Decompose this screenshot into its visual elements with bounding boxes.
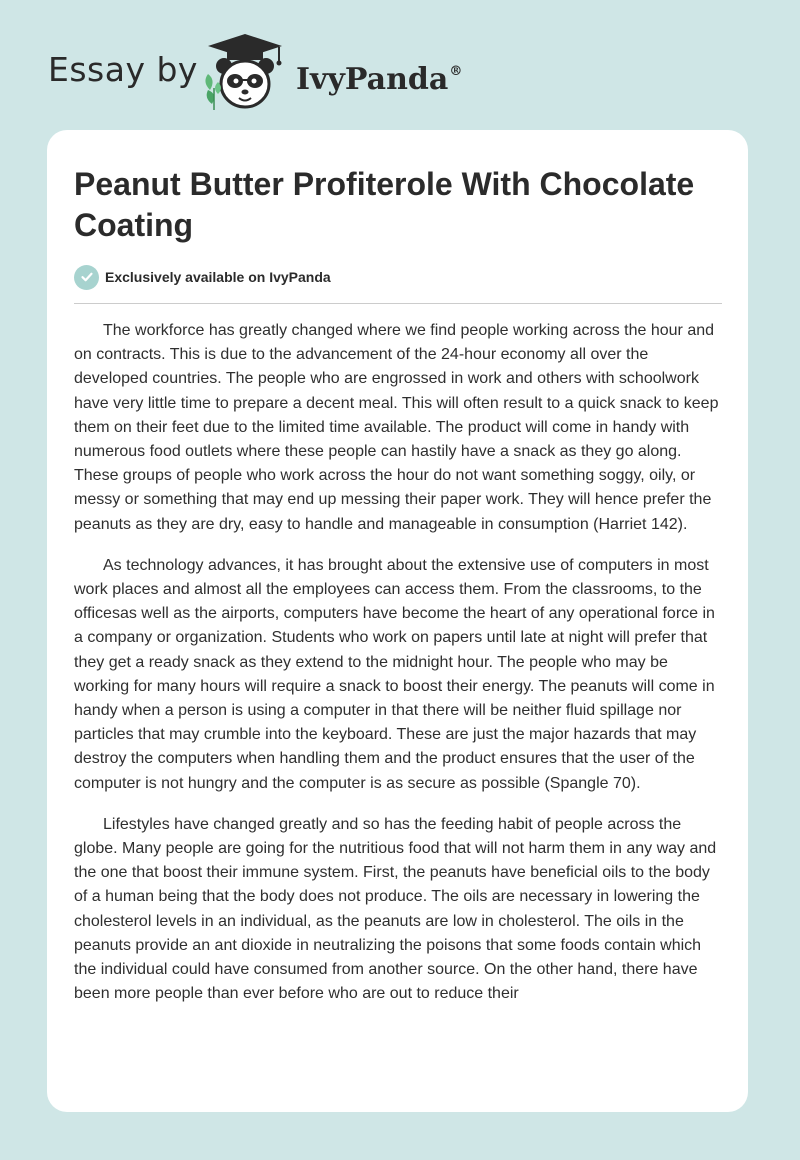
essay-body (74, 319, 726, 1023)
trademark-symbol: ® (449, 64, 463, 79)
exclusive-badge-text: Exclusively available on IvyPanda (105, 269, 331, 285)
paragraph: The workforce has greatly changed where we find people working across the hour and on contracts. This is due to the advancement of the 24-hour economy all over the developed countries. The people who are engrossed in work and others with schoolwork have very little time to prepare a decent meal. This will often result to a quick snack to keep them on their feet due to the limited time available. The product will come in handy with numerous food outlets where these people can hastily have a snack as they go along. These groups of people who work across the hour do not want something soggy, oily, or messy or something that may end up messing their paper work. They will hence prefer the peanuts as they are dry, easy to handle and manageable in consumption (Harriet 142). (74, 322, 719, 533)
exclusive-badge (74, 264, 331, 290)
brand-name[interactable] (296, 52, 462, 100)
paragraph: Lifestyles have changed greatly and so has the feeding habit of people across the globe. Many people are going for the nutritious food that will not harm them in any way and the one that boost their immune system. First, the peanuts have beneficial oils to the body of a human being that the body does not produce. The oils are necessary in lowering the cholesterol levels in an individual, as the peanuts are low in cholesterol. The oils in the peanuts provide an ant dioxide in neutralizing the poisons that some foods contain which the individual could have consumed from another source. On the other hand, there have been more people than ever before who are out to reduce their (74, 815, 717, 1003)
essay-card (47, 130, 748, 1112)
essay-by-label: Essay by (48, 50, 198, 89)
site-header (0, 0, 800, 130)
brand-name-text: IvyPanda (296, 62, 449, 97)
essay-title: Peanut Butter Profiterole With Chocolate Coating (74, 166, 695, 243)
checkmark-icon (74, 265, 99, 290)
paragraph: As technology advances, it has brought about the extensive use of computers in most work places and almost all the employees can access them. From the classrooms, to the officesas well as the airports, computers have become the heart of any operational force in a company or organization. Students who work on papers until late at night will prefer that they get a ready snack as they extend to the midnight hour. The people who may be working for many hours will require a snack to boost their energy. The peanuts will come in handy when a person is using a computer in that there will be neither fluid spillage nor particles that may crumble into the keyboard. These are just the major hazards that may destroy the computers when handling them and the product ensures that the user of the computer is not hungry and the computer is as secure as possible (Spangle 70). (74, 556, 715, 792)
panda-logo-icon[interactable] (198, 32, 292, 112)
divider (74, 303, 722, 304)
